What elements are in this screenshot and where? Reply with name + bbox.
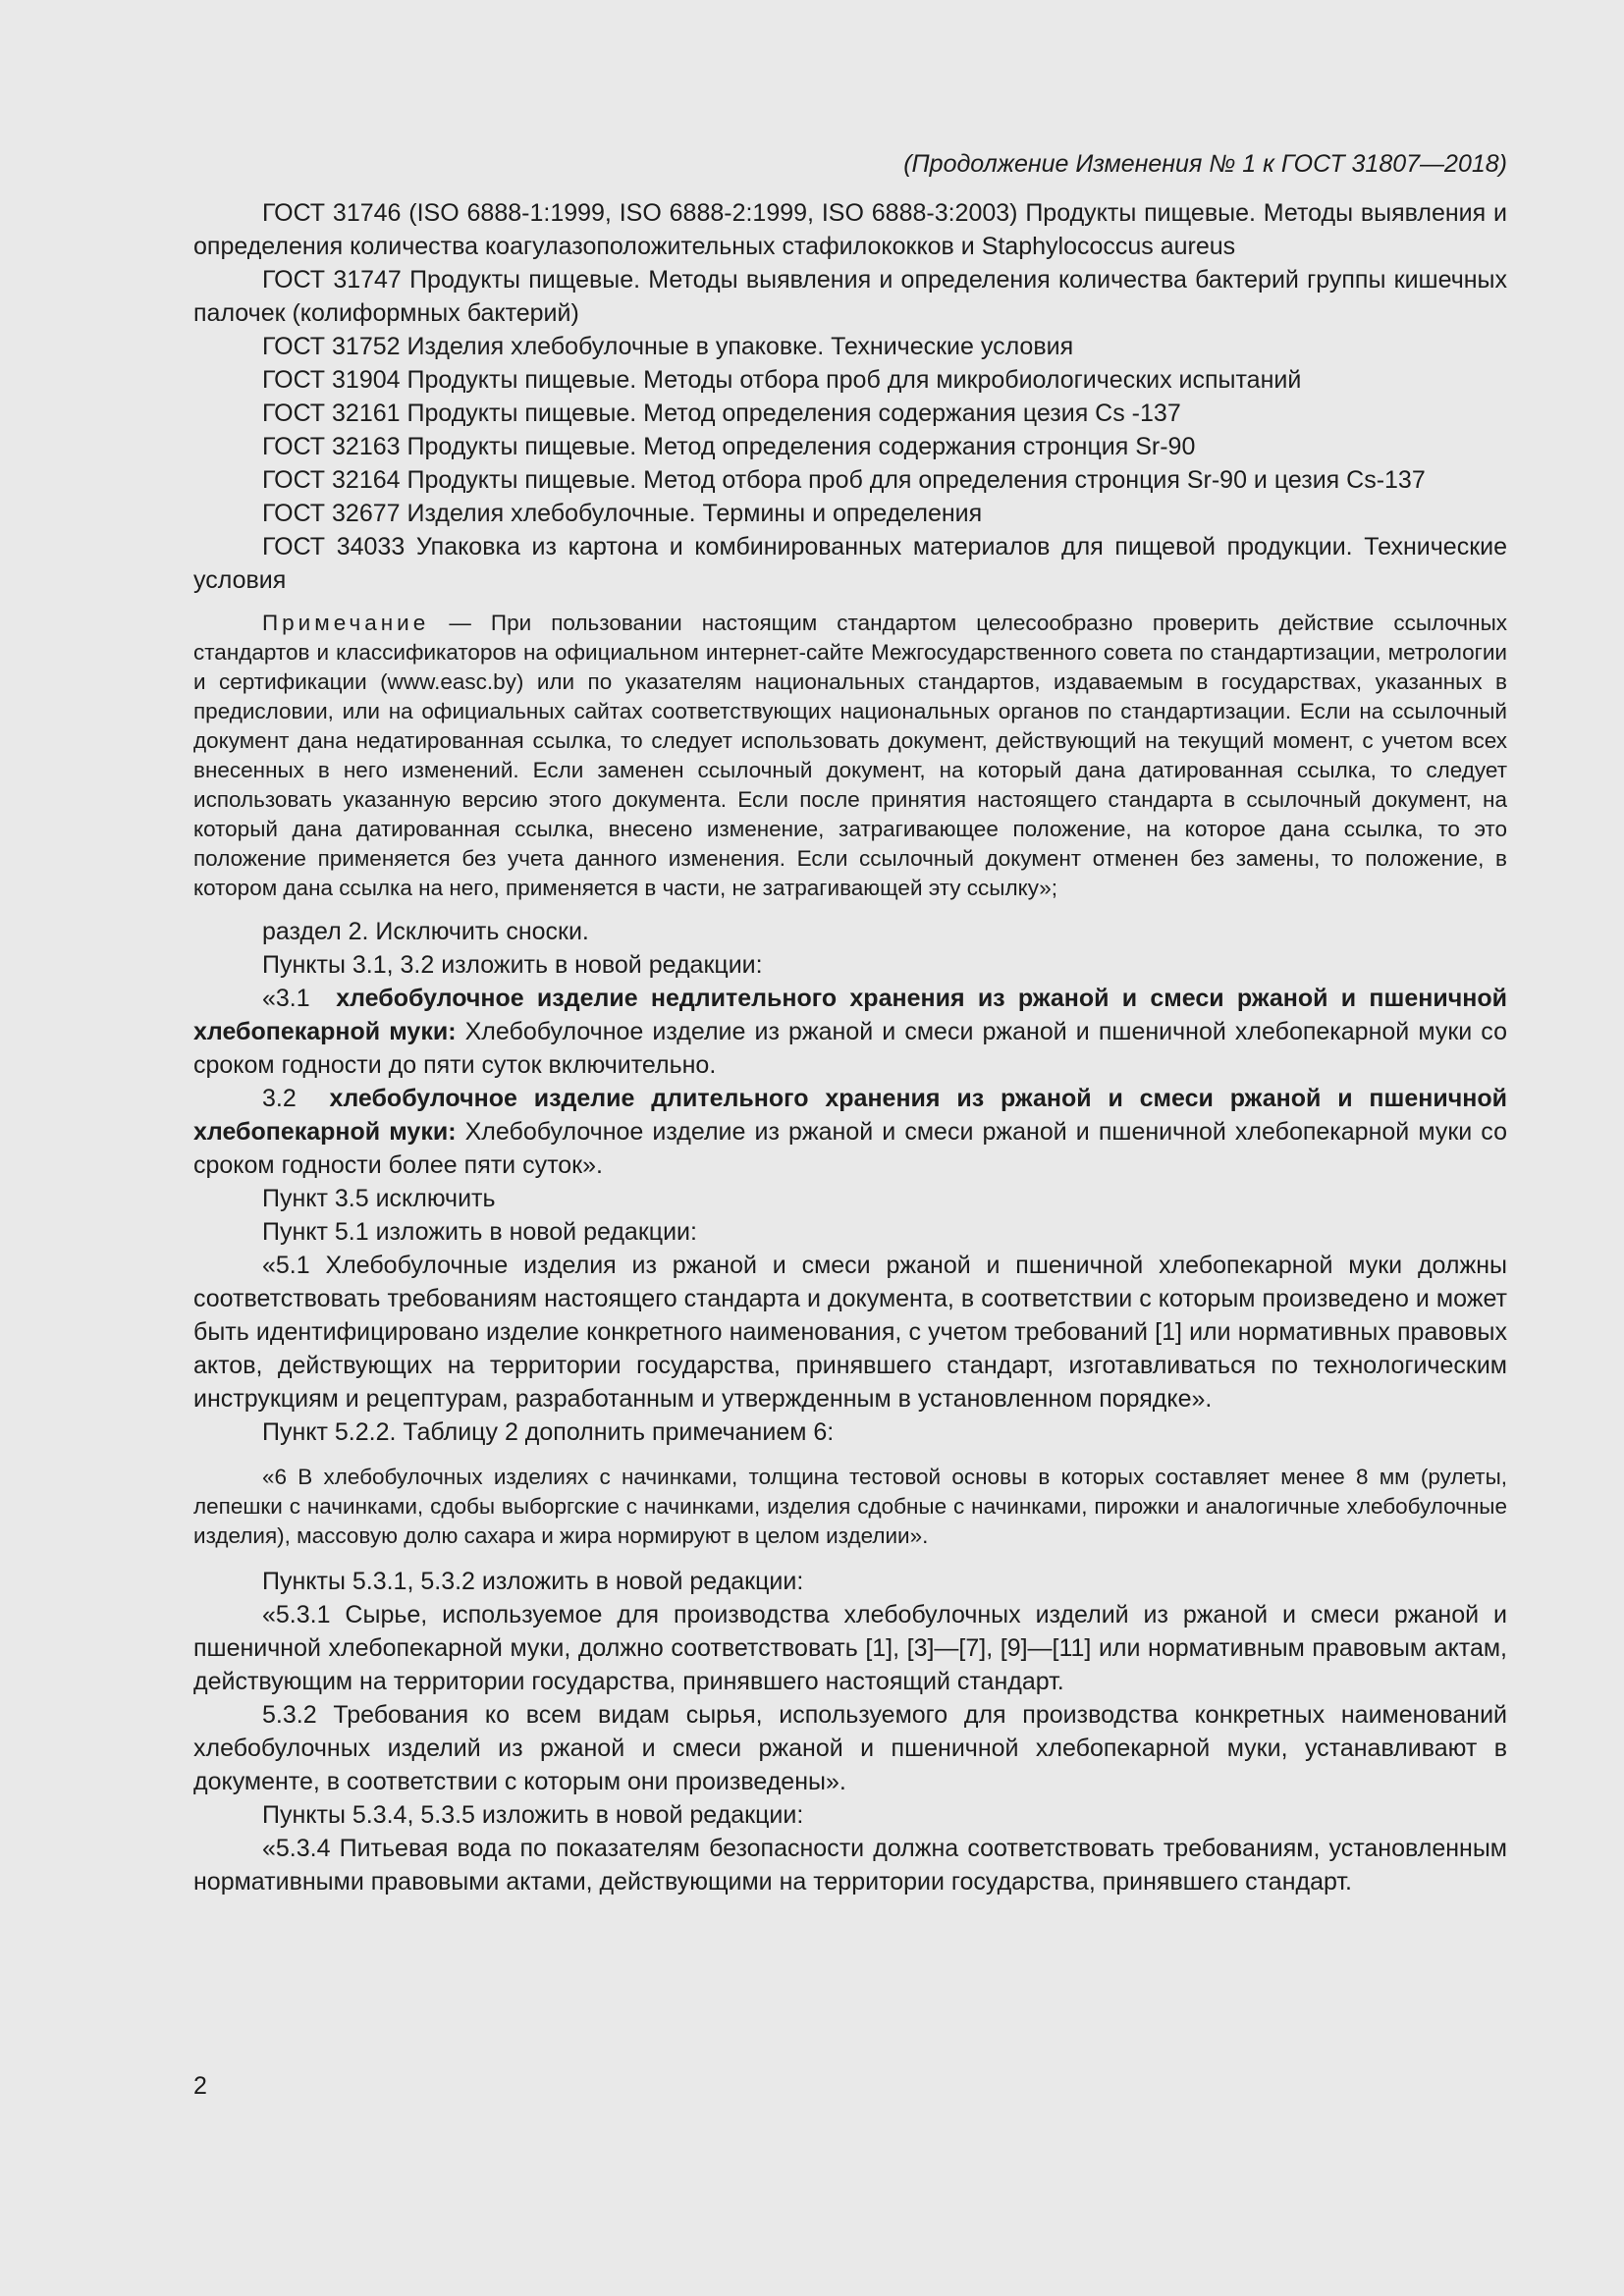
reference-entry: ГОСТ 32677 Изделия хлебобулочные. Термины и определения xyxy=(262,500,983,527)
note-block xyxy=(193,609,1507,903)
item-3-5-instruction: Пункт 3.5 исключить xyxy=(262,1185,496,1212)
item-3-2-number: 3.2 xyxy=(262,1085,297,1112)
items-3-intro: Пункты 3.1, 3.2 изложить в новой редакции: xyxy=(262,951,763,979)
item-5-1-intro: Пункт 5.1 изложить в новой редакции: xyxy=(262,1218,697,1246)
item-3-1-number: «3.1 xyxy=(262,985,310,1012)
item-5-1: «5.1 Хлебобулочные изделия из ржаной и смеси ржаной и пшеничной хлебопекарной муки должны соответствовать требованиям настоящего стандарта и документа, в соответствии с которым произведено и может быть идентифицировано изделие конкретного наименования, с учетом требований [1] или нормативных правовых актов, действующих на территории государства, принявшего стандарт, изготавливаться по технологическим инструкциям и рецептурам, разработанным и утвержденным в установленном порядке». xyxy=(193,1252,1507,1413)
reference-entry: ГОСТ 34033 Упаковка из картона и комбинированных материалов для пищевой продукции. Технические условия xyxy=(193,533,1507,594)
table-note-block xyxy=(193,1463,1507,1551)
item-5-3-1: «5.3.1 Сырье, используемое для производства хлебобулочных изделий из ржаной и смеси ржаной и пшеничной хлебопекарной муки, должно соответствовать [1], [3]—[7], [9]—[11] или нормативным правовым актам, действующим на территории государства, принявшего настоящий стандарт. xyxy=(193,1601,1507,1695)
reference-entry: ГОСТ 31904 Продукты пищевые. Методы отбора проб для микробиологических испытаний xyxy=(262,366,1302,394)
section-2-instruction: раздел 2. Исключить сноски. xyxy=(262,918,589,945)
item-5-2-2-intro: Пункт 5.2.2. Таблицу 2 дополнить примечанием 6: xyxy=(262,1418,835,1446)
reference-entry: ГОСТ 32163 Продукты пищевые. Метод определения содержания стронция Sr-90 xyxy=(262,433,1196,460)
page-number: 2 xyxy=(193,2072,207,2100)
reference-entry: ГОСТ 32164 Продукты пищевые. Метод отбора проб для определения стронция Sr-90 и цезия Cs-137 xyxy=(262,466,1426,494)
items-5-3-intro: Пункты 5.3.1, 5.3.2 изложить в новой редакции: xyxy=(262,1568,804,1595)
reference-entry: ГОСТ 31752 Изделия хлебобулочные в упаковке. Технические условия xyxy=(262,333,1074,360)
table-note-6: «6 В хлебобулочных изделиях с начинками, толщина тестовой основы в которых составляет менее 8 мм (рулеты, лепешки с начинками, сдобы выборгские с начинками, изделия сдобные с начинками, пирожки и аналогичные хлебобулочные изделия), массовую долю сахара и жира нормируют в целом изделии». xyxy=(193,1465,1507,1548)
items-5-3-4-intro: Пункты 5.3.4, 5.3.5 изложить в новой редакции: xyxy=(262,1801,804,1829)
running-header: (Продолжение Изменения № 1 к ГОСТ 31807—2018) xyxy=(903,150,1507,178)
item-3-1-text: Хлебобулочное изделие из ржаной и смеси ржаной и пшеничной хлебопекарной муки со сроком годности до пяти суток включительно. xyxy=(193,1018,1507,1079)
reference-entry: ГОСТ 31746 (ISO 6888-1:1999, ISO 6888-2:1999, ISO 6888-3:2003) Продукты пищевые. Методы выявления и определения количества коагулазоположительных стафилококков и Staphylococcus aureus xyxy=(193,199,1507,260)
item-3-1-term: хлебобулочное изделие недлительного хранения из ржаной и смеси ржаной и пшеничной хлебопекарной муки: xyxy=(193,985,1507,1045)
item-5-3-2: 5.3.2 Требования ко всем видам сырья, используемого для производства конкретных наименований хлебобулочных изделий из ржаной и смеси ржаной и пшеничной хлебопекарной муки, устанавливают в документе, в соответствии с которым они произведены». xyxy=(193,1701,1507,1795)
reference-entry: ГОСТ 32161 Продукты пищевые. Метод определения содержания цезия Cs -137 xyxy=(262,400,1181,427)
reference-entry: ГОСТ 31747 Продукты пищевые. Методы выявления и определения количества бактерий группы кишечных палочек (колиформных бактерий) xyxy=(193,266,1507,327)
note-text: — При пользовании настоящим стандартом целесообразно проверить действие ссылочных стандартов и классификаторов на официальном интернет-сайте Межгосударственного совета по стандартизации, метрологии и сертификации (www.easc.by) или по указателям национальных стандартов, издаваемым в государствах, указанных в предисловии, или на официальных сайтах соответствующих национальных органов по стандартизации. Если на ссылочный документ дана недатированная ссылка, то следует использовать документ, действующий на текущий момент, с учетом всех внесенных в него изменений. Если заменен ссылочный документ, на который дана датированная ссылка, то следует использовать указанную версию этого документа. Если после принятия настоящего стандарта в ссылочный документ, на который дана датированная ссылка, внесено изменение, затрагивающее положение, на которое дана ссылка, то это положение применяется без учета данного изменения. Если ссылочный документ отменен без замены, то положение, в котором дана ссылка на него, применяется в части, не затрагивающей эту ссылку»; xyxy=(193,611,1507,900)
item-3-2-term: хлебобулочное изделие длительного хранения из ржаной и смеси ржаной и пшеничной хлебопекарной муки: xyxy=(193,1085,1507,1146)
item-3-2-text: Хлебобулочное изделие из ржаной и смеси ржаной и пшеничной хлебопекарной муки со сроком годности более пяти суток». xyxy=(193,1118,1507,1179)
page-content xyxy=(193,147,1507,1898)
note-label: Примечание xyxy=(262,611,430,635)
item-3-1 xyxy=(193,982,1507,1082)
note-paragraph xyxy=(193,609,1507,903)
item-3-2 xyxy=(193,1082,1507,1182)
item-5-3-4: «5.3.4 Питьевая вода по показателям безопасности должна соответствовать требованиям, установленным нормативными правовыми актами, действующими на территории государства, принявшего стандарт. xyxy=(193,1835,1507,1896)
